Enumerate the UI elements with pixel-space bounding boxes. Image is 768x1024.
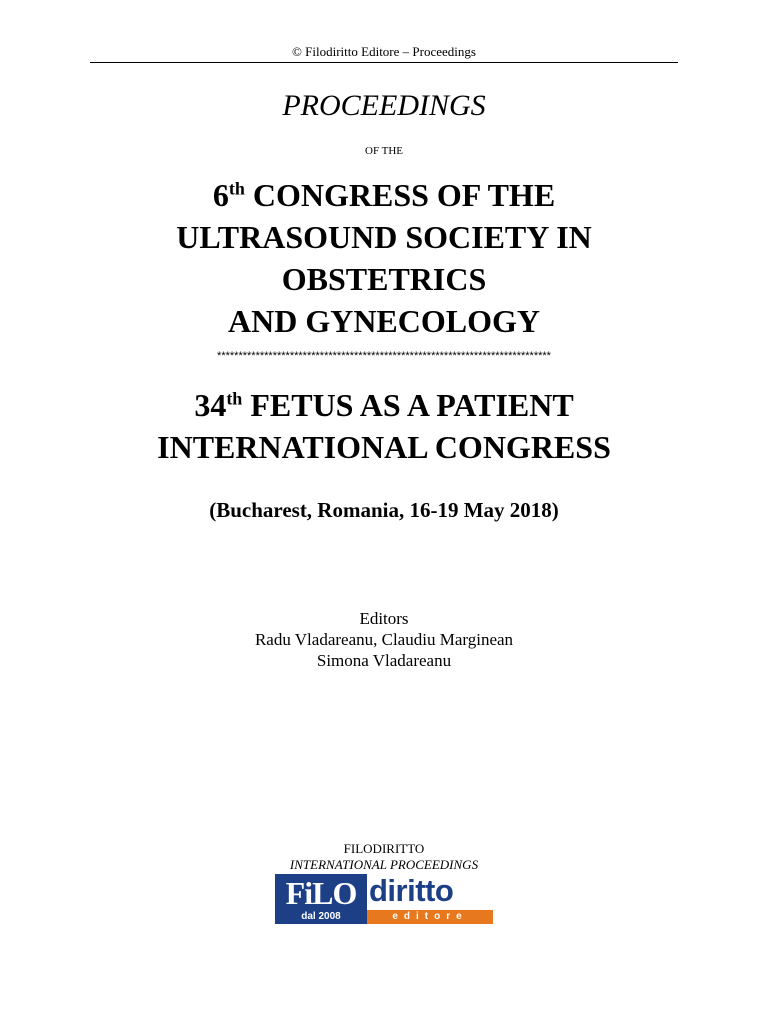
fetus-congress-title-line-1 <box>0 384 768 426</box>
proceedings-heading: PROCEEDINGS <box>282 89 486 122</box>
fetus-congress-title-line-1-text: FETUS AS A PATIENT <box>242 387 574 423</box>
publisher-series: INTERNATIONAL PROCEEDINGS <box>289 857 479 872</box>
header-rule <box>90 62 678 63</box>
congress-ordinal-number: 6 <box>212 177 229 213</box>
fetus-ordinal-number: 34 <box>194 387 227 423</box>
fetus-congress-title-line-2: INTERNATIONAL CONGRESS <box>157 429 611 465</box>
congress-title-line-1 <box>0 174 768 216</box>
filodiritto-logo <box>275 874 493 924</box>
event-location-date: (Bucharest, Romania, 16-19 May 2018) <box>209 498 559 522</box>
congress-title-line-4: AND GYNECOLOGY <box>227 303 540 339</box>
logo-diritto-text: diritto <box>369 873 454 908</box>
fetus-ordinal-suffix: th <box>226 388 243 409</box>
logo-fil-text: FiLO <box>285 875 357 911</box>
of-the-label: OF THE <box>365 145 403 157</box>
congress-title-line-2: ULTRASOUND SOCIETY IN <box>176 219 592 255</box>
publisher-name: FILODIRITTO <box>343 841 425 856</box>
congress-title-line-3: OBSTETRICS <box>281 261 487 297</box>
fetus-congress-title <box>0 384 768 468</box>
running-header: © Filodiritto Editore – Proceedings <box>292 44 476 59</box>
asterisk-separator: ****************************************************************************** <box>217 350 551 362</box>
editors-names-line-1: Radu Vladareanu, Claudiu Marginean <box>254 630 514 649</box>
logo-editore-band: editore <box>367 910 493 924</box>
congress-ordinal-suffix: th <box>228 178 245 199</box>
logo-since-text: dal 2008 <box>301 911 341 922</box>
congress-title <box>0 174 768 342</box>
editors-label: Editors <box>359 609 409 628</box>
logo-blue-block <box>275 874 367 924</box>
editors-names-line-2: Simona Vladareanu <box>316 651 452 670</box>
congress-title-line-1-text: CONGRESS OF THE <box>244 177 556 213</box>
